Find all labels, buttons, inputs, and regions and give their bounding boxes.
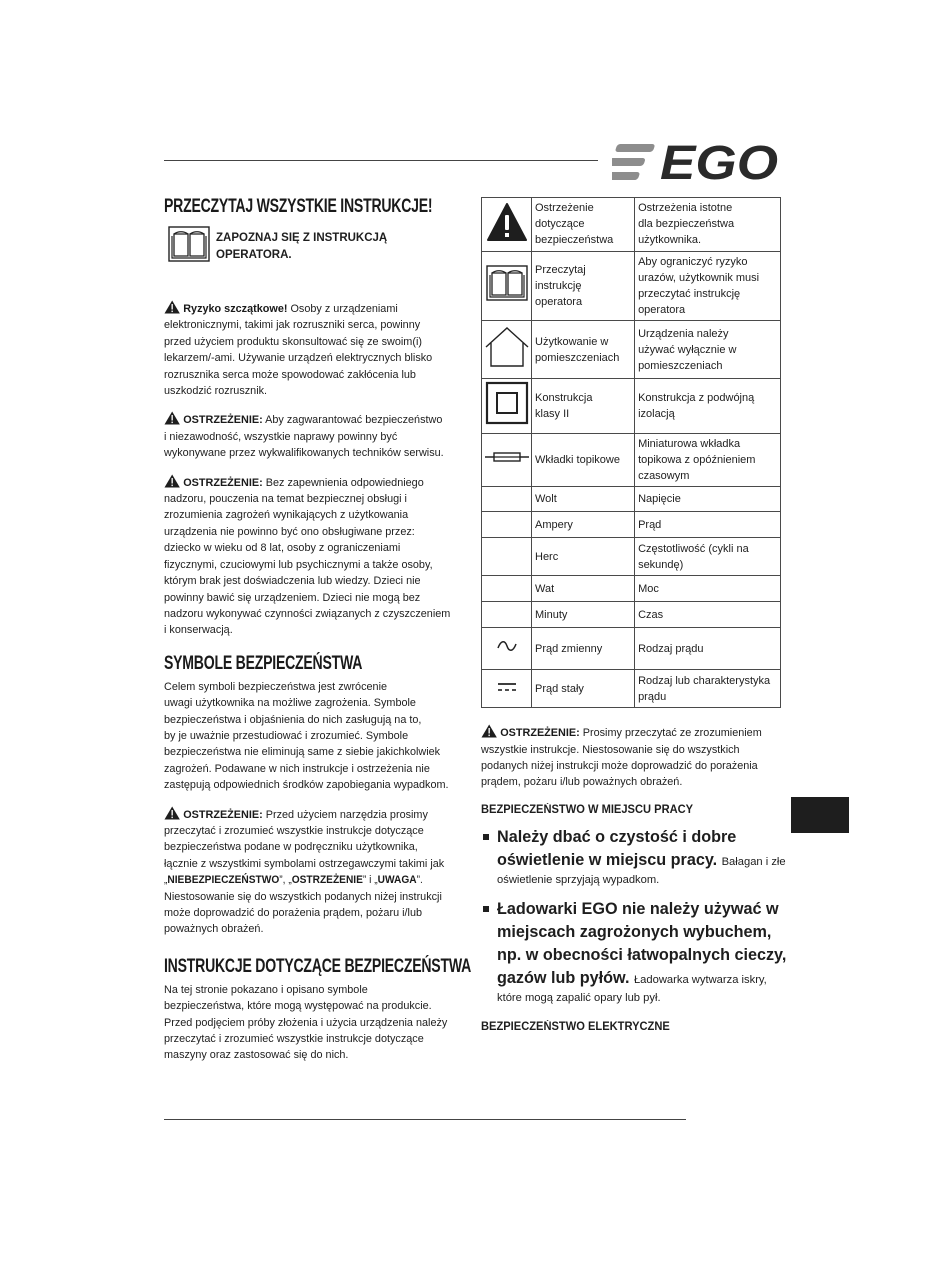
read-manual-box <box>164 226 464 272</box>
table-row: Herc Częstotliwość (cykli na sekundę) <box>482 538 781 576</box>
dc-icon <box>496 682 518 692</box>
safety-instructions-paragraph: Na tej stronie pokazano i opisano symbole bezpieczeństwa, które mogą występować na produkcie. Przed podjęciem próby złożenia i użycia urządzenia należy przeczytać i zrozumieć wszystkie instrukcje dotyczące maszyny oraz zastosować się do nich. <box>164 983 448 1062</box>
warning-icon <box>164 806 180 820</box>
warning-read-all-paragraph: OSTRZEŻENIE: Prosimy przeczytać ze zrozumieniem wszystkie instrukcje. Niestosowanie się do wszystkich podanych niżej instrukcji może doprowadzić do porażenia prądem, pożaru i/lub poważnych obrażeń. <box>481 724 777 791</box>
safety-instructions-title: INSTRUKCJE DOTYCZĄCE BEZPIECZEŃSTWA <box>164 955 472 977</box>
table-row: Przeczytaj instrukcję operatora Aby ograniczyć ryzyko urazów, użytkownik musi przeczytać instrukcję operatora <box>482 251 781 321</box>
table-row: Wolt Napięcie <box>482 487 781 512</box>
ego-logo <box>612 142 780 182</box>
book-icon <box>168 226 210 262</box>
electrical-safety-title: BEZPIECZEŃSTWO ELEKTRYCZNE <box>481 1019 670 1033</box>
warning-supervision-paragraph: OSTRZEŻENIE: Bez zapewnienia odpowiedniego nadzoru, pouczenia na temat bezpiecznej obsługi i zrozumienia zagrożeń wynikających z użytkowania urządzenia nie powinno być ono obsługiwane przez: dziecko w wieku od 8 lat, osoby z ograniczeniami fizycznymi, czuciowymi lub psychicznymi a także osoby, którym brak jest doświadczenia lub wiedzy. Dzieci nie powinny bawić się urządzeniem. Dzieci nie mogą bez nadzoru wykonywać czynności związanych z czyszczeniem i konserwacją. <box>164 474 460 639</box>
warning-icon <box>164 474 180 488</box>
right-column <box>481 197 787 1033</box>
residual-risk-paragraph: Ryzyko szczątkowe! Osoby z urządzeniami elektronicznymi, takimi jak rozruszniki serca, powinny przed użyciem produktu skonsultować się ze swoim(i) lekarzem/-ami. Używanie urządzeń elektrycznych blisko rozrusznika serca może spowodować zakłócenia lub uszkodzić rozrusznik. <box>164 300 460 399</box>
table-row: Użytkowanie w pomieszczeniach Urządzenia należy używać wyłącznie w pomieszczeniach <box>482 321 781 379</box>
safety-symbols-paragraph: Celem symboli bezpieczeństwa jest zwrócenie uwagi użytkownika na możliwe zagrożenia. Symbole bezpieczeństwa i objaśnienia do nich zasługują na to, by je uważnie przestudiować i zrozumieć. Symbole bezpieczeństwa nie eliminują same z siebie jakichkolwiek zagrożeń. Podawane w nich instrukcje i ostrzeżenia nie zastępują odpowiednich środków zapobiegania wypadkom. <box>164 680 449 792</box>
table-row: Ostrzeżenie dotyczące bezpieczeństwa Ostrzeżenia istotne dla bezpieczeństwa użytkownika. <box>482 198 781 252</box>
svg-text:EGO: EGO <box>660 142 778 182</box>
ac-wave-icon <box>496 639 518 653</box>
read-manual-line1: ZAPOZNAJ SIĘ Z INSTRUKCJĄ <box>216 232 388 244</box>
symbols-table <box>481 197 781 708</box>
bullet-square-icon <box>483 906 489 912</box>
book-icon <box>486 265 528 301</box>
table-row: Minuty Czas <box>482 602 781 628</box>
table-row: Prąd zmienny Rodzaj prądu <box>482 628 781 670</box>
warning-icon <box>481 724 497 738</box>
table-row: Konstrukcja klasy II Konstrukcja z podwójną izolacją <box>482 379 781 433</box>
left-column <box>164 196 472 1064</box>
safety-symbols-title: SYMBOLE BEZPIECZEŃSTWA <box>164 652 363 674</box>
list-item: Ładowarki EGO nie należy używać w miejscach zagrożonych wybuchem, np. w obecności łatwopalnych cieczy, gazów lub pyłów. Ładowarka wytwarza iskry, które mogą zapalić opary lub pył. <box>481 898 797 1006</box>
house-icon <box>484 326 530 368</box>
double-square-icon <box>485 381 529 425</box>
bullet-square-icon <box>483 834 489 840</box>
table-row: Prąd stały Rodzaj lub charakterystyka prądu <box>482 670 781 708</box>
residual-risk-label: Ryzyko szczątkowe! <box>183 303 288 315</box>
footer-rule <box>164 1119 686 1120</box>
warning-icon <box>164 300 180 314</box>
read-all-title: PRZECZYTAJ WSZYSTKIE INSTRUKCJE! <box>164 196 433 217</box>
warning-icon <box>486 202 528 242</box>
warning-repairs-paragraph: OSTRZEŻENIE: Aby zagwarantować bezpieczeństwo i niezawodność, wszystkie naprawy powinny być wykonywane przez wykwalifikowanych techników serwisu. <box>164 411 460 461</box>
work-area-safety-title: BEZPIECZEŃSTWO W MIEJSCU PRACY <box>481 802 694 816</box>
warning-read-symbols-paragraph: OSTRZEŻENIE: Przed użyciem narzędzia prosimy przeczytać i zrozumieć wszystkie instrukcje dotyczące bezpieczeństwa podane w podręczniku użytkownika, łącznie z wszystkimi symbolami ostrzegawczymi takimi jak „NIEBEZPIECZEŃSTWO”, „OSTRZEŻENIE” i „UWAGA”. Niestosowanie się do wszystkich podanych niżej instrukcji może doprowadzić do porażenia prądem, pożaru i/lub poważnych obrażeń. <box>164 806 460 938</box>
table-row: Ampery Prąd <box>482 512 781 538</box>
read-manual-line2: OPERATORA. <box>216 249 292 261</box>
table-row: Wat Moc <box>482 576 781 602</box>
fuse-icon <box>484 451 530 463</box>
header-rule <box>164 160 598 161</box>
list-item: Należy dbać o czystość i dobre oświetlenie w miejscu pracy. Bałagan i złe oświetlenie sprzyjają wypadkom. <box>481 826 797 888</box>
table-row: Wkładki topikowe Miniaturowa wkładka topikowa z opóźnieniem czasowym <box>482 433 781 487</box>
section-tab-marker <box>791 797 849 833</box>
warning-icon <box>164 411 180 425</box>
